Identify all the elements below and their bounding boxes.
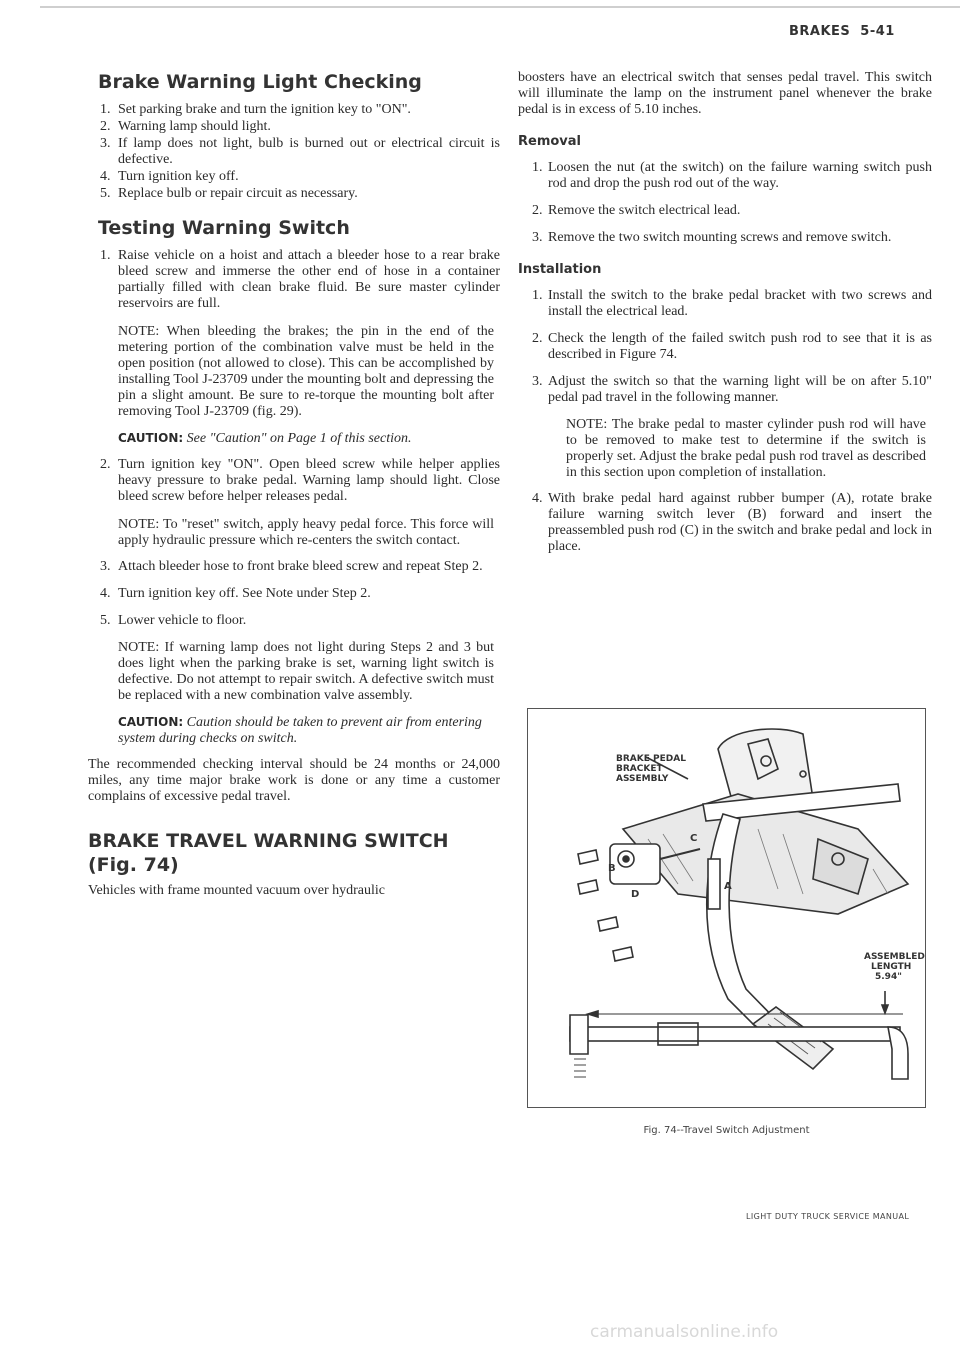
list-item [88,169,500,185]
removal-steps [518,160,932,246]
note-bleeding: NOTE: When bleeding the brakes; the pin in the end of the metering portion of the combination valve must be held in the open position (not allowed to close). This can be accomplished by installing Tool J-23709 under the mounting bolt and depressing the pin a slight amount. Be sure to re-torque the mounting bolt after removing Tool J-23709 (fig. 29). [118,324,494,419]
rod-end-right [888,1027,908,1079]
step-text: Remove the switch electrical lead. [548,203,741,218]
list-item [518,491,932,555]
step-text: Check the length of the failed switch push rod to see that it is as described in Figure 74. [548,331,932,362]
label-c: C [690,833,698,844]
caution-text: Caution should be taken to prevent air from entering system during checks on switch. [118,715,482,746]
step-text: Loosen the nut (at the switch) on the failure warning switch push rod and drop the push rod out of the way. [548,160,932,191]
installation-steps [518,288,932,406]
step-text: Turn ignition key off. [118,169,239,184]
step-text: If lamp does not light, bulb is burned out or electrical circuit is defective. [118,136,500,167]
brake-pedal-illustration [528,709,925,1107]
step-text: Turn ignition key "ON". Open bleed screw while helper applies heavy pressure to brake pedal. Warning lamp should light. Close bleed screw before helper releases pedal. [118,457,500,504]
step-text: Attach bleeder hose to front brake bleed screw and repeat Step 2. [118,559,483,574]
label-bracket: BRACKET [616,764,663,774]
step-number: 3. [100,136,111,151]
label-brake-pedal: BRAKE PEDAL [616,754,686,764]
step-number: 5. [100,186,111,201]
step-number: 1. [100,248,111,263]
step-text: Set parking brake and turn the ignition key to "ON". [118,102,411,117]
heading-testing-warning-switch: Testing Warning Switch [98,217,350,239]
rod-end-left [570,1015,588,1054]
assembled-rod [570,1027,900,1041]
step-text: Replace bulb or repair circuit as necessary. [118,186,358,201]
step-number: 1. [100,102,111,117]
list-item [88,586,500,602]
label-length-value: 5.94" [875,972,902,982]
step-number: 1. [532,160,543,175]
step-text: Raise vehicle on a hoist and attach a bleeder hose to a rear brake bleed screw and immerse the other end of hose in a container partially filled with clean brake fluid. Be sure master cylinder reservoirs are full. [118,248,500,311]
figure-caption: Fig. 74--Travel Switch Adjustment [643,1125,810,1136]
note-push-rod: NOTE: The brake pedal to master cylinder push rod will have to be removed to make test to determine if the switch is properly set. Adjust the brake pedal push rod travel as described in this section upon completion of installation. [566,417,926,480]
figure-74-travel-switch [527,708,926,1108]
top-rule [40,6,960,8]
list-item [88,119,500,135]
step-text: Remove the two switch mounting screws and remove switch. [548,230,892,245]
label-b: B [608,863,616,874]
caution-2 [118,714,500,747]
label-assembled: ASSEMBLED [864,952,925,962]
header-page-number: 5-41 [860,24,895,39]
step-number: 2. [100,457,111,472]
step-text: Adjust the switch so that the warning light will be on after 5.10" pedal pad travel in the following manner. [548,374,932,405]
label-length: LENGTH [871,962,912,972]
heading-brake-travel-warning-switch: BRAKE TRAVEL WARNING SWITCH (Fig. 74) [88,830,449,876]
watermark: carmanualsonline.info [590,1322,779,1342]
heading-installation: Installation [518,262,602,277]
list-item [88,457,500,505]
list-item [518,374,932,406]
step-text: Turn ignition key off. See Note under Step 2. [118,586,371,601]
footer-manual-title: LIGHT DUTY TRUCK SERVICE MANUAL [746,1212,910,1221]
list-item [88,248,500,312]
note-reset: NOTE: To "reset" switch, apply heavy pedal force. This force will apply hydraulic pressure which re-centers the switch contact. [118,517,494,548]
step-text: Install the switch to the brake pedal bracket with two screws and install the electrical lead. [548,288,932,319]
step-number: 3. [532,230,543,245]
left-column [88,70,500,899]
rubber-bumper-a [708,859,720,909]
step-number: 3. [100,559,111,574]
step-number: 4. [532,491,543,506]
interval-paragraph: The recommended checking interval should be 24 months or 24,000 miles, any time major brake work is done or any time a customer complains of excessive pedal travel. [88,757,500,804]
step-number: 3. [532,374,543,389]
list-item [518,230,932,246]
step-text: With brake pedal hard against rubber bumper (A), rotate brake failure warning switch lever (B) forward and insert the preassembled push rod (C) in the switch and brake pedal and lock in place. [548,491,932,554]
page-header [789,24,895,39]
list-item [518,160,932,192]
dimension-arrow-left [588,1011,598,1017]
warning-switch-body [610,844,660,884]
travel-switch-paragraph: Vehicles with frame mounted vacuum over hydraulic [88,883,386,898]
list-item [88,559,500,575]
caution-label: CAUTION: [118,431,184,445]
list-item [88,136,500,168]
caution-label: CAUTION: [118,715,184,729]
label-assembly: ASSEMBLY [616,774,669,784]
checking-steps [88,102,500,202]
list-item [88,102,500,118]
label-a: A [724,881,732,892]
list-item [518,203,932,219]
right-column [518,70,932,556]
list-item [88,613,500,629]
step-number: 2. [100,119,111,134]
step-number: 2. [532,331,543,346]
step-text: Warning lamp should light. [118,119,271,134]
header-section: BRAKES [789,24,851,39]
step-number: 1. [532,288,543,303]
intro-paragraph: boosters have an electrical switch that senses pedal travel. This switch will illuminate the lamp on the instrument panel whenever the brake pedal is in excess of 5.10 inches. [518,70,932,117]
list-item [88,186,500,202]
list-item [518,331,932,363]
heading-removal: Removal [518,134,582,149]
dimension-arrow-right [882,1005,888,1013]
caution-1 [118,430,500,447]
caution-text: See "Caution" on Page 1 of this section. [186,431,412,446]
switch-pivot [623,856,629,862]
label-d: D [631,889,640,900]
note-lamp: NOTE: If warning lamp does not light during Steps 2 and 3 but does light when the parking brake is set, warning light switch is defective. Do not attempt to repair switch. A defective switch must be replaced with a new combination valve assembly. [118,640,494,703]
rod-threads [574,1059,586,1077]
heading-brake-warning-light-checking: Brake Warning Light Checking [98,71,422,93]
step-number: 5. [100,613,111,628]
list-item [518,288,932,320]
test-steps-3-5 [88,559,500,629]
step-number: 2. [532,203,543,218]
step-text: Lower vehicle to floor. [118,613,247,628]
step-number: 4. [100,586,111,601]
step-number: 4. [100,169,111,184]
